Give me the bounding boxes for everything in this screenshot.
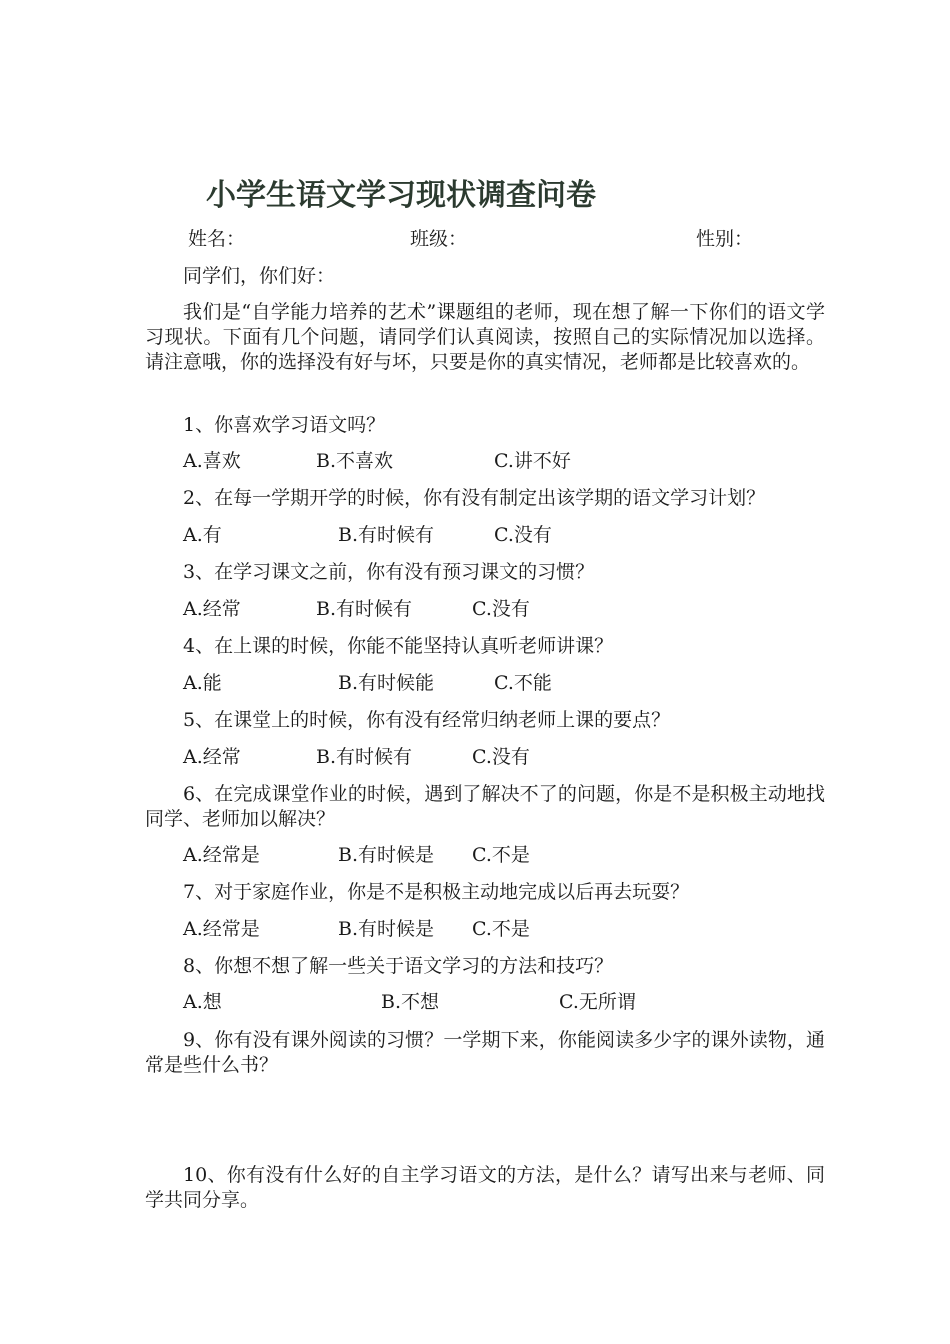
q1-option-c: C.讲不好 <box>494 450 571 472</box>
q3-option-c: C.没有 <box>472 598 530 620</box>
q5-option-b: B.有时候有 <box>316 746 413 768</box>
q3-option-a: A.经常 <box>183 598 241 620</box>
q2-option-b: B.有时候有 <box>338 524 435 546</box>
class-label: 班级： <box>410 228 468 250</box>
q2-option-a: A.有 <box>183 524 222 546</box>
q8-option-a: A.想 <box>183 991 222 1013</box>
gender-label: 性别： <box>696 228 754 250</box>
q1-option-a: A.喜欢 <box>183 450 241 472</box>
q7-option-c: C.不是 <box>472 918 530 940</box>
q8-option-c: C.无所谓 <box>559 991 636 1013</box>
q1-option-b: B.不喜欢 <box>316 450 394 472</box>
question-6: 6、在完成课堂作业的时候，遇到了解决不了的问题，你是不是积极主动地找同学、老师加以解决？ <box>145 783 825 830</box>
q4-option-a: A.能 <box>183 672 222 694</box>
question-4: 4、在上课的时候，你能不能坚持认真听老师讲课？ <box>183 635 614 657</box>
q5-option-a: A.经常 <box>183 746 241 768</box>
q4-option-b: B.有时候能 <box>338 672 435 694</box>
q6-option-a: A.经常是 <box>183 844 260 866</box>
name-label: 姓名： <box>188 228 246 250</box>
question-9: 9、你有没有课外阅读的习惯？一学期下来，你能阅读多少字的课外读物，通常是些什么书？ <box>145 1029 825 1076</box>
q7-option-a: A.经常是 <box>183 918 260 940</box>
question-3: 3、在学习课文之前，你有没有预习课文的习惯？ <box>183 561 595 583</box>
question-5: 5、在课堂上的时候，你有没有经常归纳老师上课的要点？ <box>183 709 671 731</box>
question-7: 7、对于家庭作业，你是不是积极主动地完成以后再去玩耍？ <box>183 881 690 903</box>
q2-option-c: C.没有 <box>494 524 552 546</box>
q7-option-b: B.有时候是 <box>338 918 435 940</box>
q3-option-b: B.有时候有 <box>316 598 413 620</box>
q6-option-c: C.不是 <box>472 844 530 866</box>
question-10: 10、你有没有什么好的自主学习语文的方法，是什么？请写出来与老师、同学共同分享。 <box>145 1164 825 1211</box>
question-2: 2、在每一学期开学的时候，你有没有制定出该学期的语文学习计划？ <box>183 487 766 509</box>
question-1: 1、你喜欢学习语文吗？ <box>183 414 386 436</box>
greeting: 同学们，你们好： <box>183 265 336 287</box>
q4-option-c: C.不能 <box>494 672 552 694</box>
page-title: 小学生语文学习现状调查问卷 <box>206 178 596 213</box>
q8-option-b: B.不想 <box>381 991 440 1013</box>
question-8: 8、你想不想了解一些关于语文学习的方法和技巧？ <box>183 955 614 977</box>
intro-paragraph: 我们是“自学能力培养的艺术”课题组的老师，现在想了解一下你们的语文学习现状。下面有几个问题，请同学们认真阅读，按照自己的实际情况加以选择。请注意哦，你的选择没有好与坏，只要是你的真实情况，老师都是比较喜欢的。 <box>145 301 825 373</box>
q6-option-b: B.有时候是 <box>338 844 435 866</box>
q5-option-c: C.没有 <box>472 746 530 768</box>
